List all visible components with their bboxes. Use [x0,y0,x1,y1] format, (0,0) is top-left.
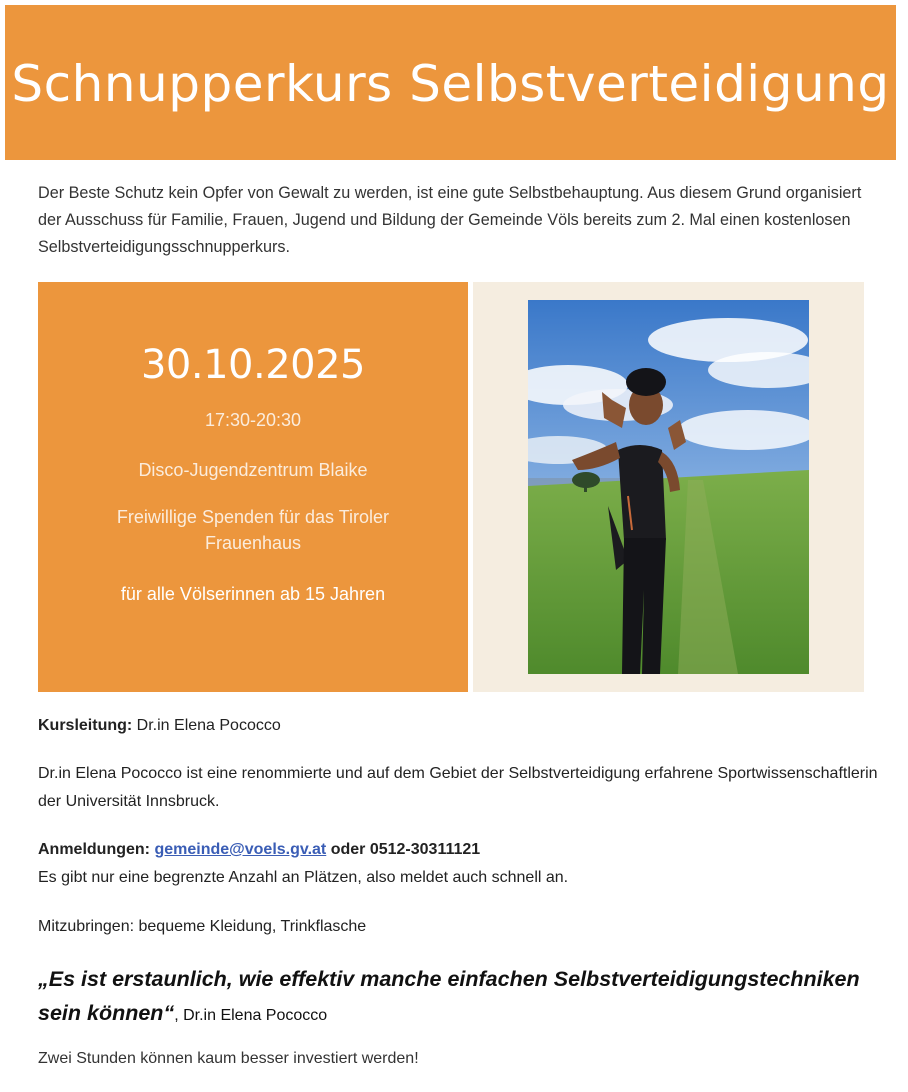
page-title: Schnupperkurs Selbstverteidigung [11,55,890,113]
intro-paragraph: Der Beste Schutz kein Opfer von Gewalt zu werden, ist eine gute Selbstbehauptung. Aus diesem Grund organisiert der Ausschuss für Familie, Frauen, Jugend und Bildung der Gemeinde Völs bereits zum 2. Mal einen kostenlosen Selbstverteidigungsschnupperkurs. [38,184,862,256]
instructor-photo [528,300,809,674]
course-lead-label: Kursleitung: [38,717,133,734]
event-venue: Disco-Jugendzentrum Blaike [138,460,368,480]
registration-line [38,836,878,864]
course-lead-line [38,712,878,740]
registration-label: Anmeldungen: [38,841,150,858]
header-banner [5,5,896,160]
bio-paragraph: Dr.in Elena Pococco ist eine renommierte und auf dem Gebiet der Selbstverteidigung erfahrene Sportwissenschaftlerin der Universität Innsbruck. [38,765,878,810]
quote-block [38,962,888,1033]
event-donation: Freiwillige Spenden für das Tiroler Frauenhaus [116,507,390,553]
event-info-box [38,282,468,692]
event-time: 17:30-20:30 [204,410,302,430]
photo-panel [473,282,864,692]
bring-line: Mitzubringen: bequeme Kleidung, Trinkflasche [38,918,367,935]
photo-illustration [528,300,809,674]
registration-phone: oder 0512-30311121 [330,841,481,858]
event-date: 30.10.2025 [140,342,366,388]
event-audience: für alle Völserinnen ab 15 Jahren [120,584,386,604]
registration-email-link[interactable]: gemeinde@voels.gv.at [154,841,327,858]
registration-note: Es gibt nur eine begrenzte Anzahl an Plätzen, also meldet auch schnell an. [38,869,569,886]
registration-block [38,836,878,892]
closing-line: Zwei Stunden können kaum besser investiert werden! [38,1050,419,1067]
quote-text: „Es ist erstaunlich, wie effektiv manche einfachen Selbstverteidigungstechniken sein können“ [38,967,860,1025]
quote-author: , Dr.in Elena Pococco [174,1007,328,1024]
course-lead-name: Dr.in Elena Pococco [136,717,281,734]
